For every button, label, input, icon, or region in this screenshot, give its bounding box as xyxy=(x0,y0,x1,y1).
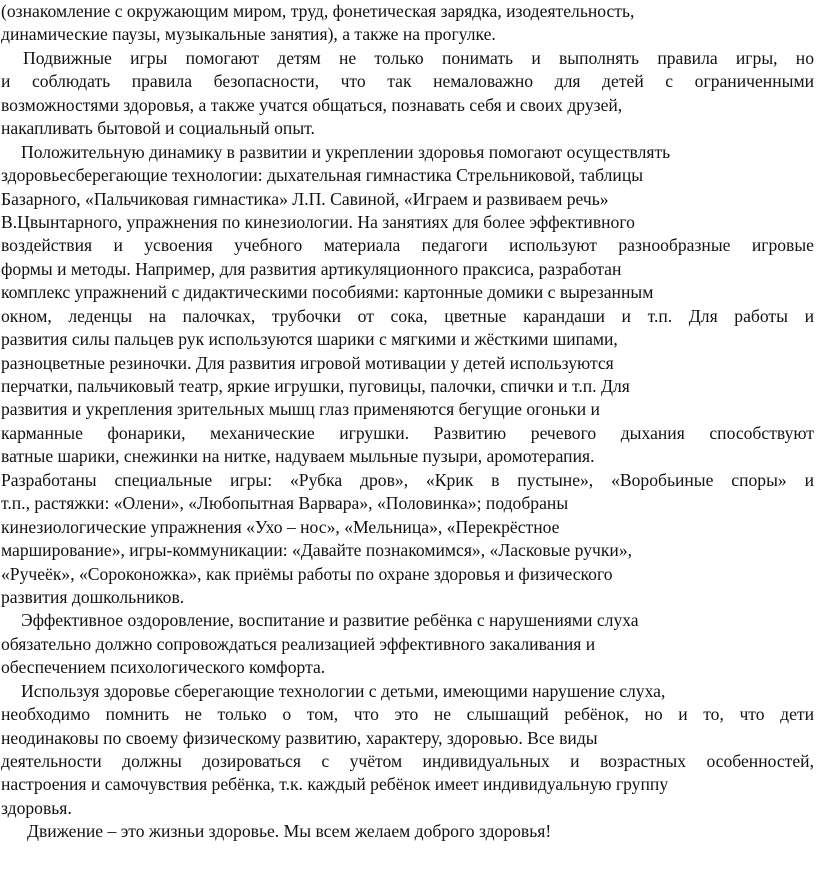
text-line: необходимо помнить не только о том, что это не слышащий ребёнок, но и то, что дети xyxy=(1,704,814,725)
text-line: здоровьесберегающие технологии: дыхательная гимнастика Стрельниковой, таблицы xyxy=(1,165,644,186)
text-line: обязательно должно сопровождаться реализацией эффективного закаливания и xyxy=(1,633,596,654)
text-line: деятельности должны дозироваться с учётом индивидуальных и возрастных особенностей, xyxy=(1,751,814,771)
text-line: формы и методы. Например, для развития артикуляционного праксиса, разработан xyxy=(1,258,622,279)
text-line: и соблюдать правила безопасности, что так немаловажно для детей с ограниченными xyxy=(1,71,814,92)
text-line: карманные фонарики, механические игрушки. Развитию речевого дыхания способствуют xyxy=(1,422,814,443)
text-line: развития силы пальцев рук используются шарики с мягкими и жёсткими шипами, xyxy=(1,329,618,350)
text-line: Подвижные игры помогают детям не только понимать и выполнять правила игры, но xyxy=(23,47,814,68)
text-line: окном, леденцы на палочках, трубочки от сока, цветные карандаши и т.п. Для работы и xyxy=(1,305,814,326)
text-line: динамические паузы, музыкальные занятия), а также на прогулке. xyxy=(1,24,496,45)
text-line: накапливать бытовой и социальный опыт. xyxy=(1,118,315,139)
text-line: «Ручеёк», «Сороконожка», как приёмы работы по охране здоровья и физического xyxy=(1,563,613,584)
text-line: развития и укрепления зрительных мышц глаз применяются бегущие огоньки и xyxy=(1,399,600,420)
text-line: неодинаковы по своему физическому развитию, характеру, здоровью. Все виды xyxy=(1,727,598,748)
text-line: Движение – это жизньи здоровье. Мы всем желаем доброго здоровья! xyxy=(27,821,552,842)
text-line: т.п., растяжки: «Олени», «Любопытная Варвара», «Половинка»; подобраны xyxy=(1,493,569,514)
text-line: развития дошкольников. xyxy=(1,586,185,607)
text-line: Положительную динамику в развитии и укреплении здоровья помогают осуществлять xyxy=(21,141,671,162)
text-line: Эффективное оздоровление, воспитание и развитие ребёнка с нарушениями слуха xyxy=(21,610,639,631)
text-line: разноцветные резиночки. Для развития игровой мотивации у детей используются xyxy=(1,352,614,373)
text-line: Базарного, «Пальчиковая гимнастика» Л.П. Савиной, «Играем и развиваем речь» xyxy=(1,188,609,209)
text-line: марширование», игры-коммуникации: «Давайте познакомимся», «Ласковые ручки», xyxy=(1,540,633,561)
text-line: ватные шарики, снежинки на нитке, надуваем мыльные пузыри, аромотерапия. xyxy=(1,446,595,467)
text-line: настроения и самочувствия ребёнка, т.к. каждый ребёнок имеет индивидуальную группу xyxy=(1,774,669,795)
text-line: (ознакомление с окружающим миром, труд, фонетическая зарядка, изодеятельность, xyxy=(1,1,635,21)
text-line: воздействия и усвоения учебного материала педагоги используют разнообразные игровые xyxy=(1,235,814,256)
text-line: Используя здоровье сберегающие технологии с детьми, имеющими нарушение слуха, xyxy=(21,680,666,701)
text-line: кинезиологические упражнения «Ухо – нос», «Мельница», «Перекрёстное xyxy=(1,516,560,537)
text-line: обеспечением психологического комфорта. xyxy=(1,657,326,678)
text-line: здоровья. xyxy=(1,797,72,818)
text-line: перчатки, пальчиковый театр, яркие игрушки, пуговицы, палочки, спички и т.п. Для xyxy=(1,376,630,396)
text-line: В.Цвынтарного, упражнения по кинезиологии. На занятиях для более эффективного xyxy=(1,211,635,232)
text-line: Разработаны специальные игры: «Рубка дров», «Крик в пустыне», «Воробьиные споры» и xyxy=(1,469,814,490)
text-line: комплекс упражнений с дидактическими пособиями: картонные домики с вырезанным xyxy=(1,282,654,303)
text-line: возможностями здоровья, а также учатся общаться, познавать себя и своих друзей, xyxy=(1,94,623,115)
